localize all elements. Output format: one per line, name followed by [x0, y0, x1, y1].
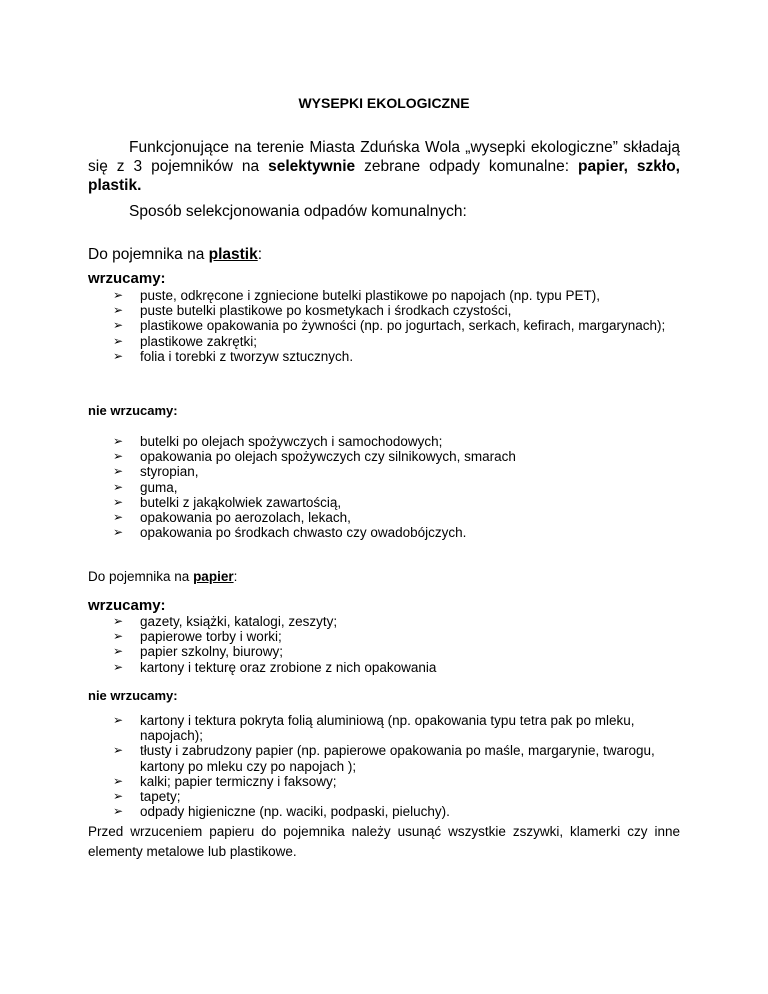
- arrow-bullet-icon: ➢: [113, 614, 124, 628]
- paper-accept-label: wrzucamy:: [88, 597, 166, 614]
- list-item: [113, 774, 693, 789]
- plastic-reject-label: nie wrzucamy:: [88, 403, 178, 418]
- list-item-text: tłusty i zabrudzony papier (np. papierowe opakowania po maśle, margarynie, twarogu, kartony po mleku czy po napojach );: [140, 743, 655, 774]
- list-item: [113, 660, 693, 675]
- plastic-heading-key: plastik: [208, 246, 258, 263]
- list-item-text: papierowe torby i worki;: [140, 629, 282, 645]
- plastic-heading: Do pojemnika na plastik:: [88, 246, 263, 263]
- list-item-text: kalki; papier termiczny i faksowy;: [140, 773, 337, 789]
- paper-heading-key: papier: [193, 569, 234, 584]
- list-item-text: styropian,: [140, 464, 199, 480]
- list-item: [113, 288, 693, 303]
- paper-reject-label: nie wrzucamy:: [88, 688, 178, 703]
- list-item: [113, 525, 693, 540]
- arrow-bullet-icon: ➢: [113, 494, 124, 509]
- plastic-reject-list: [113, 434, 693, 540]
- list-item-text: gazety, książki, katalogi, zeszyty;: [140, 614, 338, 629]
- plastic-accept-list: [113, 288, 693, 364]
- paper-heading: Do pojemnika na papier:: [88, 569, 238, 584]
- list-item: [113, 318, 693, 333]
- arrow-bullet-icon: ➢: [113, 434, 124, 448]
- list-item: [113, 644, 693, 659]
- list-item: [113, 464, 693, 479]
- plastic-accept-label: wrzucamy:: [88, 270, 166, 287]
- list-item-text: guma,: [140, 479, 178, 495]
- arrow-bullet-icon: ➢: [113, 644, 124, 659]
- arrow-bullet-icon: ➢: [113, 479, 124, 494]
- list-item-text: folia i torebki z tworzyw sztucznych.: [140, 348, 354, 364]
- list-item: [113, 804, 693, 819]
- arrow-bullet-icon: ➢: [113, 659, 124, 674]
- list-item-text: kartony i tekturę oraz zrobione z nich opakowania: [140, 659, 437, 675]
- arrow-bullet-icon: ➢: [113, 348, 124, 363]
- arrow-bullet-icon: ➢: [113, 773, 124, 788]
- list-item-text: puste, odkręcone i zgniecione butelki plastikowe po napojach (np. typu PET),: [140, 288, 601, 303]
- list-item-text: plastikowe zakrętki;: [140, 333, 258, 349]
- paper-reject-list: [113, 713, 693, 819]
- list-item-text: odpady higieniczne (np. waciki, podpaski, pieluchy).: [140, 804, 450, 820]
- list-item-text: opakowania po środkach chwasto czy owadobójczych.: [140, 525, 467, 541]
- list-item: [113, 713, 693, 743]
- list-item: [113, 303, 693, 318]
- list-item: [113, 629, 693, 644]
- arrow-bullet-icon: ➢: [113, 525, 124, 540]
- list-item: [113, 349, 693, 364]
- list-item-text: butelki po olejach spożywczych i samochodowych;: [140, 434, 443, 449]
- list-item-text: opakowania po aerozolach, lekach,: [140, 510, 351, 526]
- document-title: WYSEPKI EKOLOGICZNE: [298, 95, 470, 111]
- list-item-text: plastikowe opakowania po żywności (np. po jogurtach, serkach, kefirach, margarynach);: [140, 318, 666, 334]
- list-item-text: butelki z jakąkolwiek zawartością,: [140, 494, 342, 510]
- list-item: [113, 789, 693, 804]
- arrow-bullet-icon: ➢: [113, 629, 124, 644]
- arrow-bullet-icon: ➢: [113, 288, 124, 302]
- list-item: [113, 449, 693, 464]
- arrow-bullet-icon: ➢: [113, 449, 124, 464]
- list-item-text: kartony i tektura pokryta folią aluminiową (np. opakowania typu tetra pak po mleku, napojach);: [140, 713, 635, 744]
- arrow-bullet-icon: ➢: [113, 510, 124, 525]
- method-line: Sposób selekcjonowania odpadów komunalnych:: [129, 203, 467, 220]
- list-item: [113, 434, 693, 449]
- intro-paragraph: Funkcjonujące na terenie Miasta Zduńska Wola „wysepki ekologiczne” składają się z 3 pojemników na selektywnie zebrane odpady komunalne: papier, szkło, plastik.: [88, 139, 680, 194]
- list-item: [113, 510, 693, 525]
- arrow-bullet-icon: ➢: [113, 743, 124, 758]
- arrow-bullet-icon: ➢: [113, 804, 124, 819]
- arrow-bullet-icon: ➢: [113, 333, 124, 348]
- paper-closing-note: Przed wrzuceniem papieru do pojemnika należy usunąć wszystkie zszywki, klamerki czy inne elementy metalowe lub plastikowe.: [88, 824, 680, 859]
- list-item-text: tapety;: [140, 789, 181, 805]
- list-item-text: puste butelki plastikowe po kosmetykach i środkach czystości,: [140, 303, 512, 319]
- list-item: [113, 743, 693, 773]
- list-item: [113, 480, 693, 495]
- list-item: [113, 334, 693, 349]
- list-item-text: papier szkolny, biurowy;: [140, 644, 284, 660]
- arrow-bullet-icon: ➢: [113, 789, 124, 804]
- paper-accept-list: [113, 614, 693, 675]
- arrow-bullet-icon: ➢: [113, 464, 124, 479]
- arrow-bullet-icon: ➢: [113, 303, 124, 318]
- list-item: [113, 614, 693, 629]
- arrow-bullet-icon: ➢: [113, 318, 124, 333]
- list-item: [113, 495, 693, 510]
- list-item-text: opakowania po olejach spożywczych czy silnikowych, smarach: [140, 449, 516, 465]
- arrow-bullet-icon: ➢: [113, 713, 124, 727]
